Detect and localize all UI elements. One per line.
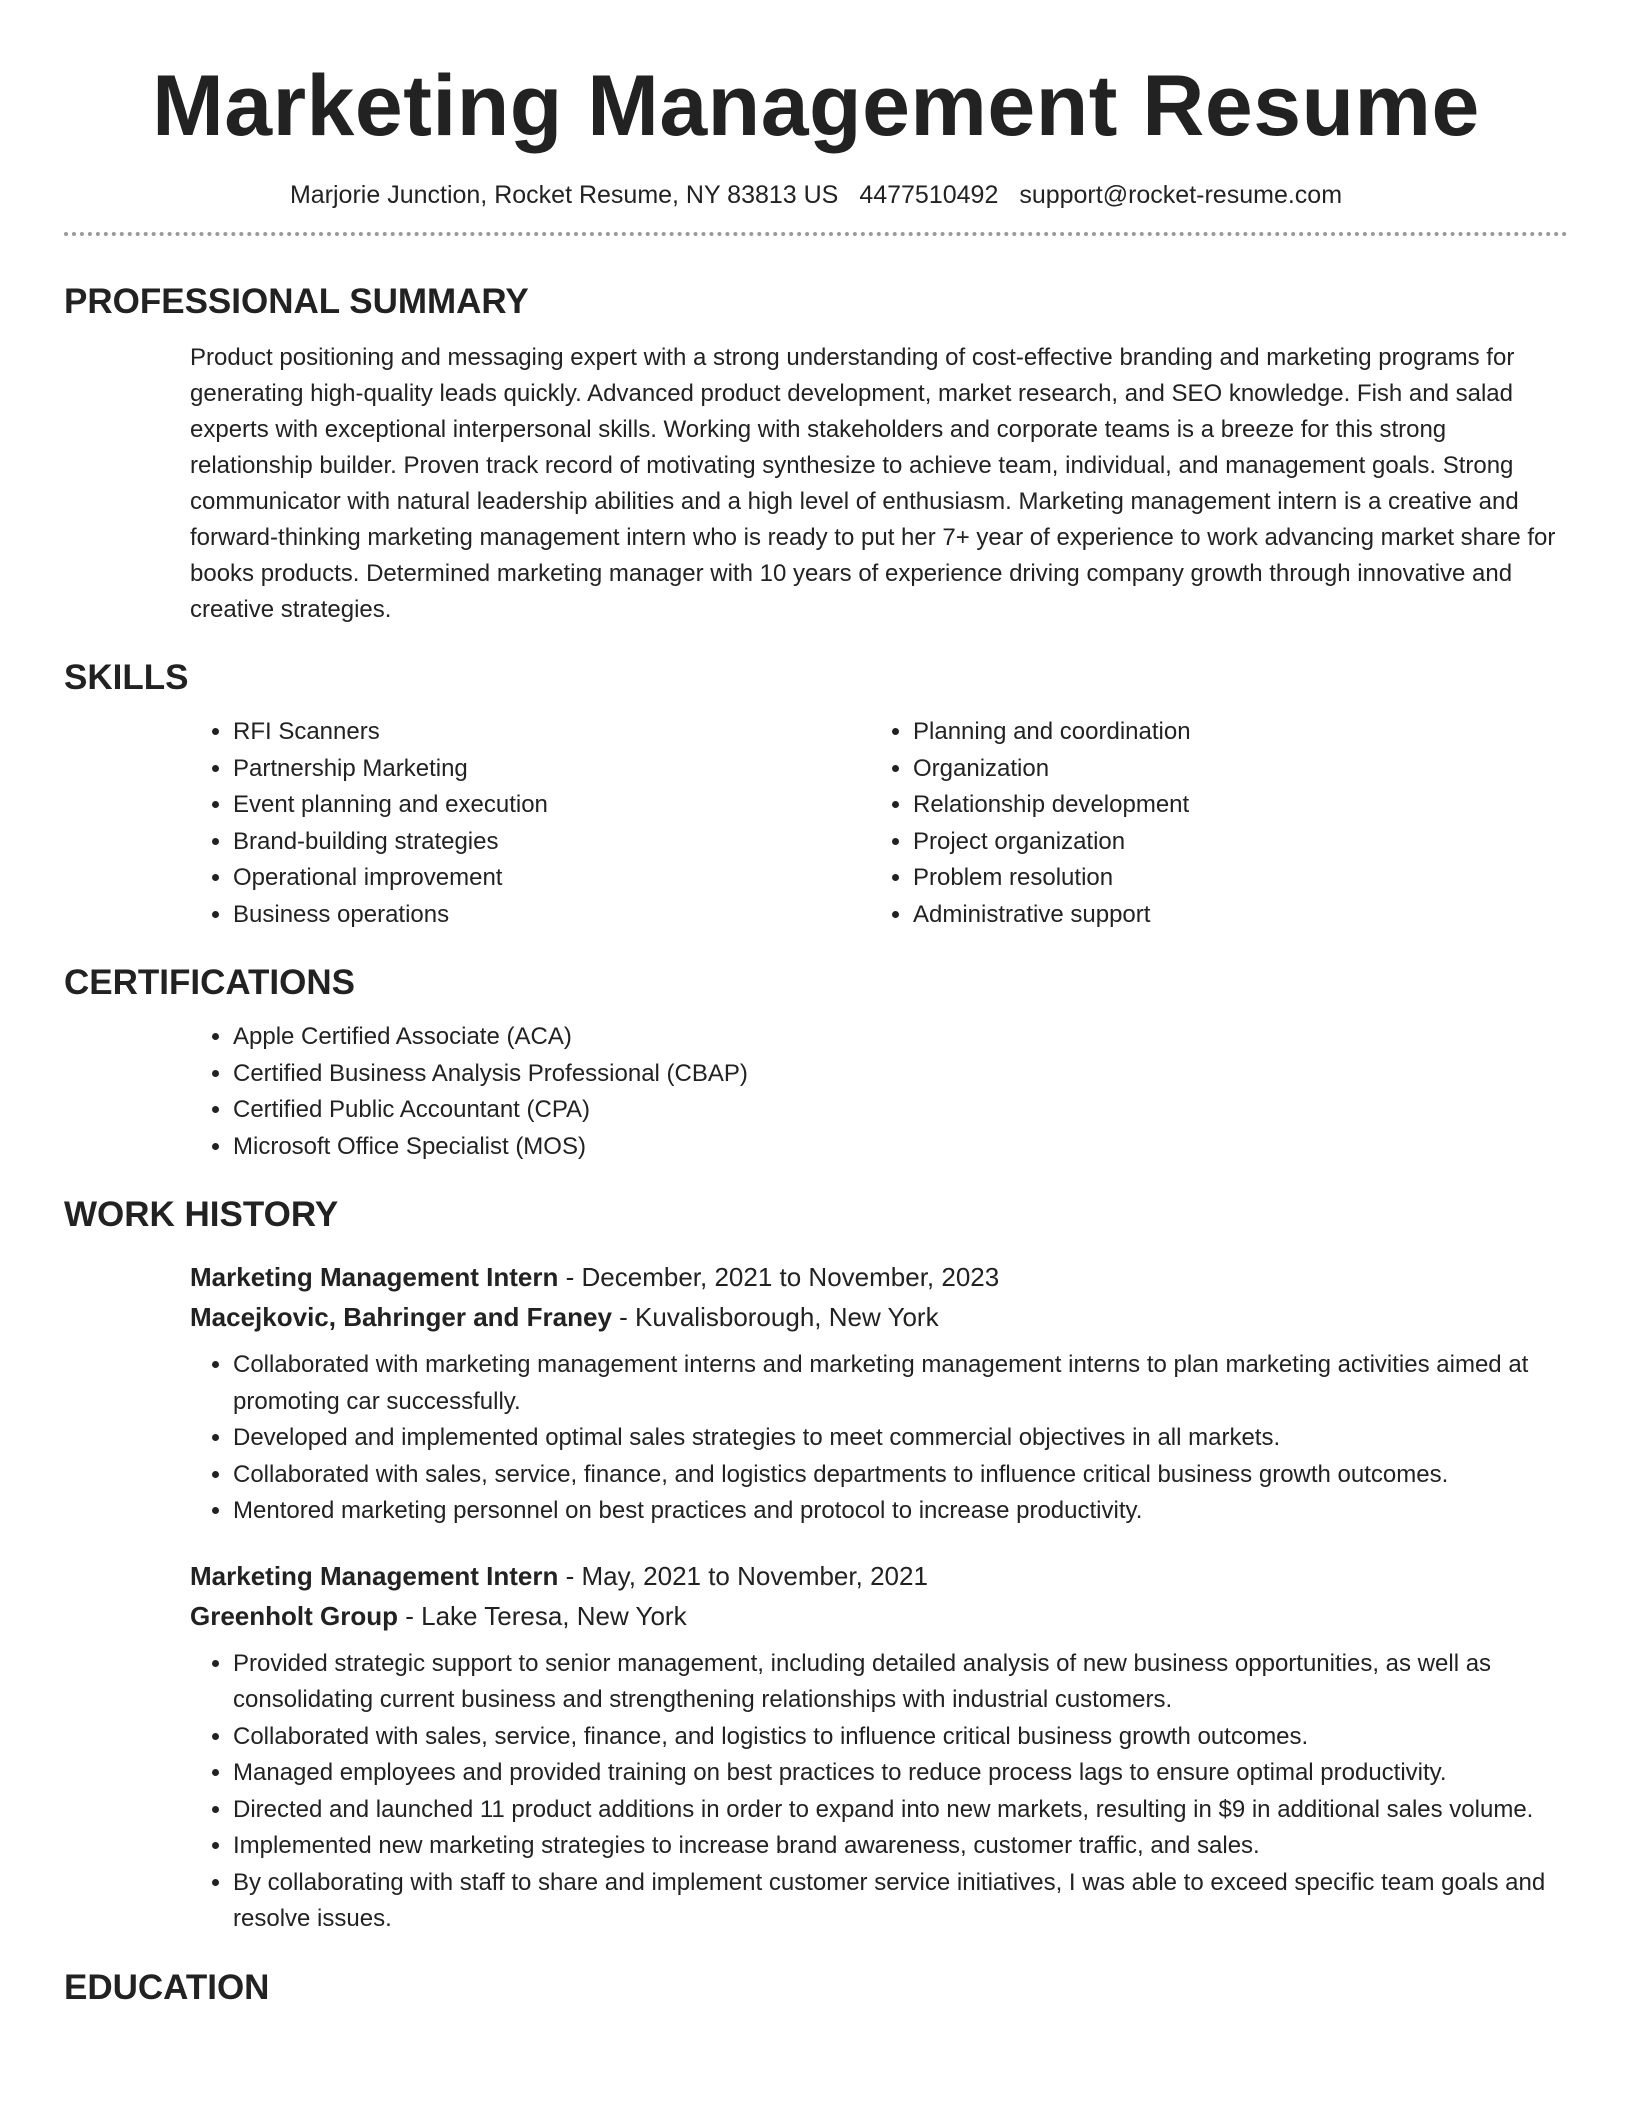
job-location: - Kuvalisborough, New York [611, 1302, 939, 1332]
job-bullets [190, 1347, 1568, 1530]
skill-item: • RFI Scanners [233, 714, 913, 751]
job-company-line [190, 1596, 1568, 1636]
job-role: Marketing Management Intern [190, 1262, 559, 1292]
skill-item: • Problem resolution [913, 860, 1513, 897]
job-bullet: • Provided strategic support to senior management, including detailed analysis of new business opportunities, as well as consolidating current business and strengthening relationships with industrial customers. [233, 1646, 1568, 1719]
section-title-work-history: WORK HISTORY [64, 1195, 339, 1234]
job-role-line [190, 1556, 1568, 1596]
work-history-section [64, 1193, 1568, 1938]
contact-line [64, 178, 1568, 212]
skills-list-right [913, 714, 1513, 933]
resume-title: Marketing Management Resume [152, 58, 1480, 154]
job-bullet: • Managed employees and provided training on best practices to reduce process lags to ensure optimal productivity. [233, 1755, 1568, 1792]
skill-item: • Planning and coordination [913, 714, 1513, 751]
skill-item: • Organization [913, 751, 1513, 788]
summary-text: Product positioning and messaging expert with a strong understanding of cost-effective branding and marketing programs for generating high-quality leads quickly. Advanced product development, market research, and SEO knowledge. Fish and salad experts with exceptional interpersonal skills. Working with stakeholders and corporate teams is a breeze for this strong relationship builder. Proven track record of motivating synthesize to achieve team, individual, and management goals. Strong communicator with natural leadership abilities and a high level of enthusiasm. Marketing management intern is a creative and forward-thinking marketing management intern who is ready to put her 7+ year of experience to work advancing market share for books products. Determined marketing manager with 10 years of experience driving company growth through innovative and creative strategies. [190, 344, 1556, 623]
job-entry [190, 1257, 1568, 1530]
job-bullet: • Mentored marketing personnel on best practices and protocol to increase productivity. [233, 1493, 1568, 1530]
job-company-line [190, 1297, 1568, 1337]
job-bullet: • Directed and launched 11 product additions in order to expand into new markets, resulting in $9 in additional sales volume. [233, 1792, 1568, 1829]
job-bullet: • Implemented new marketing strategies to increase brand awareness, customer traffic, and sales. [233, 1828, 1568, 1865]
job-company: Greenholt Group [190, 1600, 398, 1631]
skills-list-left [64, 714, 913, 933]
job-bullet: • Developed and implemented optimal sales strategies to meet commercial objectives in all markets. [233, 1420, 1568, 1457]
contact-email: support@rocket-resume.com [1019, 181, 1343, 209]
education-section [64, 1966, 1568, 2010]
summary-section [64, 280, 1568, 628]
certification-item: • Microsoft Office Specialist (MOS) [233, 1129, 1568, 1166]
job-role-line [190, 1257, 1568, 1297]
certifications-list [64, 1019, 1568, 1165]
job-dates: - December, 2021 to November, 2023 [558, 1262, 1000, 1292]
contact-address: Marjorie Junction, Rocket Resume, NY 83813 US [289, 181, 839, 209]
certification-item: • Certified Business Analysis Professional (CBAP) [233, 1056, 1568, 1093]
section-title-education: EDUCATION [64, 1967, 270, 2007]
job-entry [190, 1556, 1568, 1938]
skill-item: • Administrative support [913, 897, 1513, 934]
job-bullets [190, 1646, 1568, 1938]
section-title-summary: PROFESSIONAL SUMMARY [64, 282, 529, 321]
section-title-skills: SKILLS [64, 658, 189, 697]
certification-item: • Apple Certified Associate (ACA) [233, 1019, 1568, 1056]
job-bullet: • Collaborated with sales, service, finance, and logistics departments to influence critical business growth outcomes. [233, 1457, 1568, 1494]
skills-section [64, 656, 1568, 933]
contact-phone: 4477510492 [859, 181, 999, 209]
job-bullet: • By collaborating with staff to share and implement customer service initiatives, I was able to exceed specific team goals and resolve issues. [233, 1865, 1568, 1938]
job-role: Marketing Management Intern [190, 1560, 559, 1591]
section-title-certifications: CERTIFICATIONS [64, 963, 356, 1002]
skills-columns [64, 714, 1568, 933]
header-divider [64, 232, 1568, 236]
job-location: - Lake Teresa, New York [398, 1600, 687, 1631]
job-dates: - May, 2021 to November, 2021 [558, 1560, 928, 1591]
skill-item: • Partnership Marketing [233, 751, 913, 788]
skill-item: • Business operations [233, 897, 913, 934]
skill-item: • Event planning and execution [233, 787, 913, 824]
skill-item: • Operational improvement [233, 860, 913, 897]
certification-item: • Certified Public Accountant (CPA) [233, 1092, 1568, 1129]
skill-item: • Brand-building strategies [233, 824, 913, 861]
job-bullet: • Collaborated with marketing management interns and marketing management interns to plan marketing activities aimed at promoting car successfully. [233, 1347, 1568, 1420]
job-bullet: • Collaborated with sales, service, finance, and logistics to influence critical business growth outcomes. [233, 1719, 1568, 1756]
certifications-section [64, 961, 1568, 1165]
skill-item: • Relationship development [913, 787, 1513, 824]
skill-item: • Project organization [913, 824, 1513, 861]
job-company: Macejkovic, Bahringer and Franey [190, 1302, 612, 1332]
